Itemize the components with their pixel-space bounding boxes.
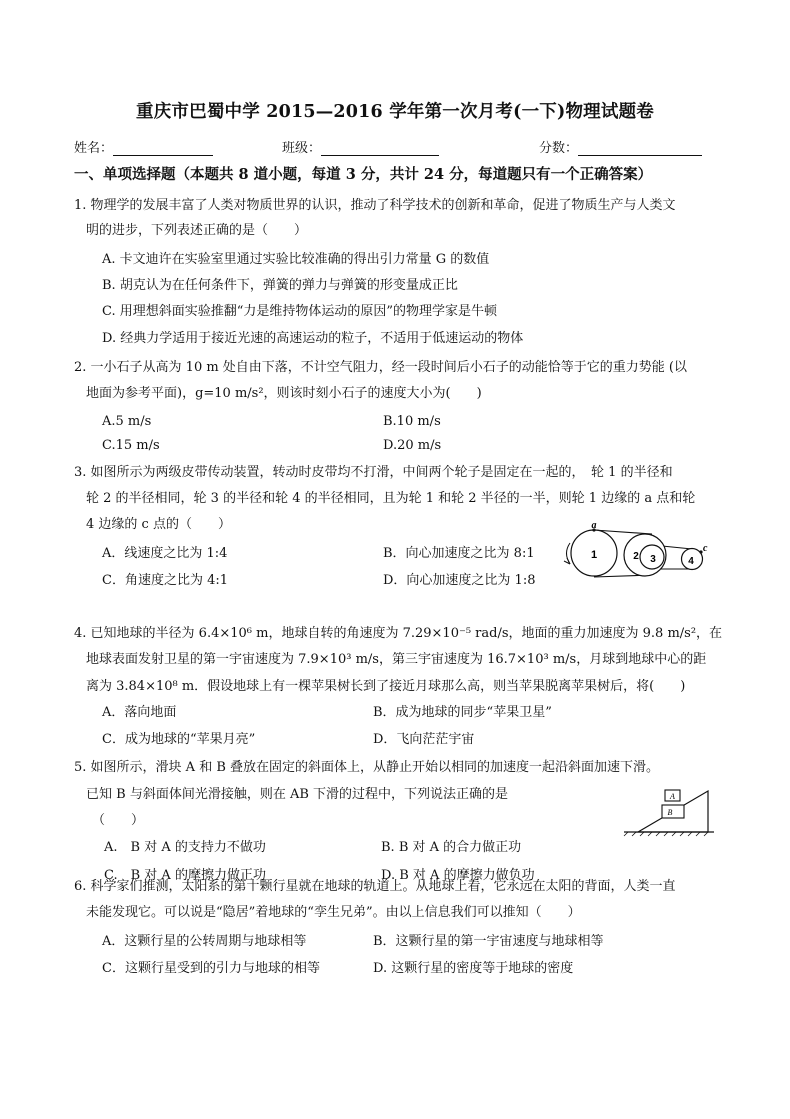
q3-option-d: D．向心加速度之比为 1:8: [383, 573, 536, 588]
q4-option-c: C．成为地球的“苹果月亮”: [102, 732, 256, 747]
wheel-3-label: 3: [650, 554, 656, 565]
q5-stem-line1: 5. 如图所示，滑块 A 和 B 叠放在固定的斜面体上，从静止开始以相同的加速度一起沿斜面加速下滑。: [74, 760, 660, 775]
q1-option-b: B. 胡克认为在任何条件下，弹簧的弹力与弹簧的形变量成正比: [102, 278, 458, 293]
q1-stem-line2: 明的进步，下列表述正确的是（ ）: [86, 223, 308, 238]
q4-option-b: B．成为地球的同步“苹果卫星”: [373, 705, 552, 720]
q2-stem-line2: 地面为参考平面)，g=10 m/s²，则该时刻小石子的速度大小为( ): [86, 386, 482, 401]
block-b-label: B: [667, 808, 673, 817]
class-blank: [321, 140, 439, 156]
name-field: [74, 137, 213, 156]
score-blank: [578, 140, 702, 156]
q6-option-c: C．这颗行星受到的引力与地球的相等: [102, 961, 320, 976]
score-label: 分数：: [539, 141, 579, 156]
q1-option-c: C. 用理想斜面实验推翻“力是维持物体运动的原因”的物理学家是牛顿: [102, 304, 498, 319]
q5-stem-line2: 已知 B 与斜面体间光滑接触，则在 AB 下滑的过程中，下列说法正确的是: [86, 787, 509, 802]
q5-stem-line3: （ ）: [92, 813, 145, 828]
point-c-label: c: [703, 543, 708, 554]
q6-option-b: B．这颗行星的第一宇宙速度与地球相等: [373, 934, 604, 949]
q5-option-d: D. B 对 A 的摩擦力做负功: [381, 868, 535, 883]
q2-option-c: C.15 m/s: [102, 438, 160, 453]
q3-option-c: C．角速度之比为 4:1: [102, 573, 229, 588]
q2-stem-line1: 2. 一小石子从高为 10 m 处自由下落，不计空气阻力，经一段时间后小石子的动能恰等于它的重力势能 (以: [74, 360, 688, 375]
point-a-label: a: [591, 522, 597, 531]
q1-option-d: D. 经典力学适用于接近光速的高速运动的粒子，不适用于低速运动的物体: [102, 331, 524, 346]
q5-option-c: C. B 对 A 的摩擦力做正功: [104, 868, 266, 883]
name-label: 姓名：: [74, 141, 114, 156]
q2-option-d: D.20 m/s: [383, 438, 442, 453]
q4-stem-line3: 离为 3.84×10⁸ m．假设地球上有一棵苹果树长到了接近月球那么高，则当苹果脱离苹果树后，将( ): [86, 679, 686, 694]
block-a-label: A: [670, 792, 675, 801]
q6-option-d: D. 这颗行星的密度等于地球的密度: [373, 961, 574, 976]
q6-option-a: A．这颗行星的公转周期与地球相等: [102, 934, 307, 949]
incline-figure: [620, 783, 716, 837]
wheel-2-label: 2: [633, 551, 639, 562]
q3-stem-line1: 3. 如图所示为两级皮带传动装置，转动时皮带均不打滑，中间两个轮子是固定在一起的， 轮 1 的半径和: [74, 465, 673, 480]
q1-stem-line1: 1. 物理学的发展丰富了人类对物质世界的认识，推动了科学技术的创新和革命，促进了物质生产与人类文: [74, 198, 676, 213]
arrow-head: [564, 558, 570, 564]
q3-option-a: A．线速度之比为 1:4: [102, 546, 228, 561]
q5-option-a: A. B 对 A 的支持力不做功: [104, 840, 266, 855]
block-b: [662, 805, 684, 818]
section-heading: 一、单项选择题（本题共 8 道小题，每道 3 分，共计 24 分，每道题只有一个正确答案）: [74, 166, 653, 183]
belt-drive-figure: [560, 522, 720, 582]
score-field: [539, 137, 702, 156]
wheel-4-label: 4: [688, 556, 694, 567]
q3-stem-line2: 轮 2 的半径相同，轮 3 的半径和轮 4 的半径相同，且为轮 1 和轮 2 半径的一半，则轮 1 边缘的 a 点和轮: [86, 491, 696, 506]
q6-stem-line1: 6. 科学家们推测，太阳系的第十颗行星就在地球的轨道上。从地球上看，它永远在太阳的背面，人类一直: [74, 879, 676, 894]
q4-option-a: A．落向地面: [102, 705, 177, 720]
page-title: 重庆市巴蜀中学 2015—2016 学年第一次月考(一下)物理试题卷: [136, 102, 654, 122]
q6-stem-line2: 未能发现它。可以说是“隐居”着地球的“孪生兄弟”。由以上信息我们可以推知（ ）: [86, 905, 581, 920]
q4-option-d: D．飞向茫茫宇宙: [373, 732, 475, 747]
q5-option-b: B. B 对 A 的合力做正功: [381, 840, 522, 855]
q3-stem-line3: 4 边缘的 c 点的（ ）: [86, 517, 231, 532]
q4-stem-line2: 地球表面发射卫星的第一宇宙速度为 7.9×10³ m/s，第三宇宙速度为 16.7×10³ m/s，月球到地球中心的距: [86, 652, 707, 667]
q1-option-a: A. 卡文迪许在实验室里通过实验比较准确的得出引力常量 G 的数值: [102, 252, 490, 267]
class-label: 班级：: [282, 141, 322, 156]
q4-stem-line1: 4. 已知地球的半径为 6.4×10⁶ m，地球自转的角速度为 7.29×10⁻⁵ rad/s，地面的重力加速度为 9.8 m/s²，在: [74, 626, 723, 641]
q2-option-b: B.10 m/s: [383, 414, 441, 429]
q3-option-b: B．向心加速度之比为 8:1: [383, 546, 535, 561]
q2-option-a: A.5 m/s: [102, 414, 152, 429]
name-blank: [113, 140, 213, 156]
wheel-1-label: 1: [590, 549, 598, 561]
class-field: [282, 137, 439, 156]
